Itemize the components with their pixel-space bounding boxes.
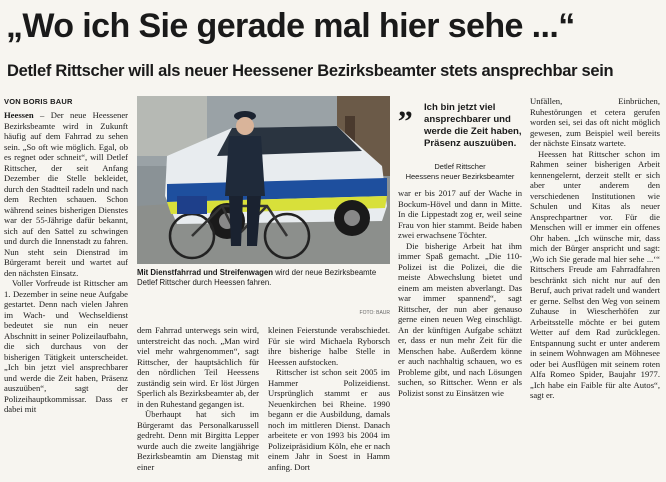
quote-author-name: Detlef Rittscher [434,162,486,171]
paragraph: Unfällen, Einbrüchen, Ruhestörungen et cetera gerufen worden sei, sei das oft nicht möglich gewesen, zum Beispiel weil bereits der nächste Einsatz wartete. [530,96,660,148]
article-photo [137,96,390,264]
paragraph: Rittscher ist schon seit 2005 im Hammer Polizeidienst. Ursprünglich stammt er aus Neuenkirchen bei Rheine. 1990 begann er die Ausbildung, damals noch im mittleren Dienst. Danach arbeitete er von 1993 bis 2004 im Polizeipräsidium Köln, ehe er nach einem Jahr in Soest in Hamm anfing. Dort [268,367,390,472]
article-column-2 [137,325,259,480]
article-column-3 [268,325,390,480]
quote-text: Ich bin jetzt viel ansprechbarer und werde die Zeit haben, Präsenz auszuüben. [424,102,522,149]
article-column-4 [398,188,522,480]
paragraph: war er bis 2017 auf der Wache in Bockum-Hövel und dann in Mitte. In die Lippestadt zog er, weil seine Frau von hier stammt. Beide haben zwei erwachsene Töchter. [398,188,522,240]
dateline: Heessen [4,110,34,120]
paragraph-text: – Der neue Heessener Bezirksbeamte wird in Zukunft häufig auf dem Fahrrad zu sehen sein. „So oft wie möglich. Egal, ob es regnet oder schneit“, will Detlef Rittscher, der seit Anfang Dezember die Stelle bekleidet, durch den Stadtteil radeln und nach dem Rechten schauen. Schon während seines bisherigen Dienstes war der 55-Jährige dafür bekannt, sich auf den Sattel zu schwingen und durch die Innenstadt zu fahren. Nun steht sein Dienstrad im Bürgeramt bereit und wartet auf den nächsten Einsatz. [4,110,128,278]
byline: VON BORIS BAUR [4,97,73,106]
caption-text: wird der neue Bezirksbeamte Detlef Rittscher durch Heessen fahren. [137,268,377,287]
quote-mark-icon: „ [398,90,413,123]
paragraph: Die bisherige Arbeit hat ihm immer Spaß gemacht. „Die 110-Polizei ist die Polizei, die die meiste Abwechslung bietet und einem am meisten abverlangt. Das war immer spannend“, sagt Rittscher, der nun aber genauso gerne einen neuen Weg einschlägt. An der künftigen Aufgabe schätzt er, dass er nun mehr Zeit für die Menschen habe. Außerdem könne er auch nachhaltig schauen, wo es Probleme gibt, und nach Lösungen suchen, so Rittscher. Wenn er als Polizist sonst zu Einsätzen wie [398,240,522,398]
photo-caption [137,268,390,318]
police-car-icon [165,126,387,239]
police-officer-photo [137,96,390,264]
paragraph: Voller Vorfreude ist Rittscher am 1. Dezember in seine neue Aufgabe gestartet. Denn nach vielen Jahren im Wach- und Wechseldienst bedeutet sie nun ein neuer Abschnitt in seiner Polizeilaufbahn, die sich durchaus von der bisherigen Tätigkeit unterscheidet. „Ich bin jetzt viel ansprechbarer und werde die Zeit haben, Präsenz auszuüben“, sagt der Polizeihauptkommissar. Dass er dabei mit [4,278,128,414]
photo-credit: FOTO: BAUR [359,310,390,316]
paragraph: kleinen Feierstunde verabschiedet. Für sie wird Michaela Ryborsch ihre bisherige halbe Stelle in Heessen aufstocken. [268,325,390,367]
paragraph: Überhaupt hat sich im Bürgeramt das Personalkarussell gedreht. Denn mit Birgitta Lepper wurde auch die zweite langjährige Bezirksbeamtin am Dienstag mit einer [137,409,259,472]
quote-author [398,162,522,182]
quote-author-role: Heessens neuer Bezirksbeamter [405,172,515,181]
subheadline: Detlef Rittscher will als neuer Heessener Bezirksbeamter stets ansprechbar sein [7,62,614,80]
pull-quote [398,90,522,184]
paragraph [4,110,128,278]
paragraph: Heessen hat Rittscher schon im Rahmen seiner bisherigen Arbeit kennengelernt, derzeit stellt er sich aber unter anderem den verschiedenen Institutionen wie Schulen und Kitas als neuer Ansprechpartner vor. Für die Menschen will er immer ein offenes Ohr haben. „Ich wünsche mir, dass mich der Bürger anspricht und sagt: ,Wo ich Sie gerade mal hier sehe ...‘“ Rittschers Freude am Fahrradfahren beschränkt sich nicht nur auf den Beruf, auch privat radelt und wandert er gerne. Selbst den Weg von seinem Zuhause in Wiescherhöfen zur Arbeitsstelle möchte er bei gutem Wetter auf dem Rad zurücklegen. Entspannung sucht er unter anderem in seinem Wohnwagen am Möhnesee oder bei Ausflügen mit seinem roten Alfa Romeo Spider, Baujahr 1977. „Ich habe ein Faible für alte Autos“, sagt er. [530,148,660,400]
caption-bold: Mit Dienstfahrrad und Streifenwagen [137,268,274,277]
article-column-1 [4,110,128,480]
article-column-5 [530,96,660,480]
paragraph: dem Fahrrad unterwegs sein wird, unterstreicht das noch. „Man wird viel mehr wahrgenommen“, sagt Rittscher, der hauptsächlich für den nördlichen Teil Heessens zuständig sein wird. Er löst Jürgen Sperlich als Bezirksbeamter ab, der in den Ruhestand gegangen ist. [137,325,259,409]
headline: „Wo ich Sie gerade mal hier sehe ...“ [6,7,575,45]
